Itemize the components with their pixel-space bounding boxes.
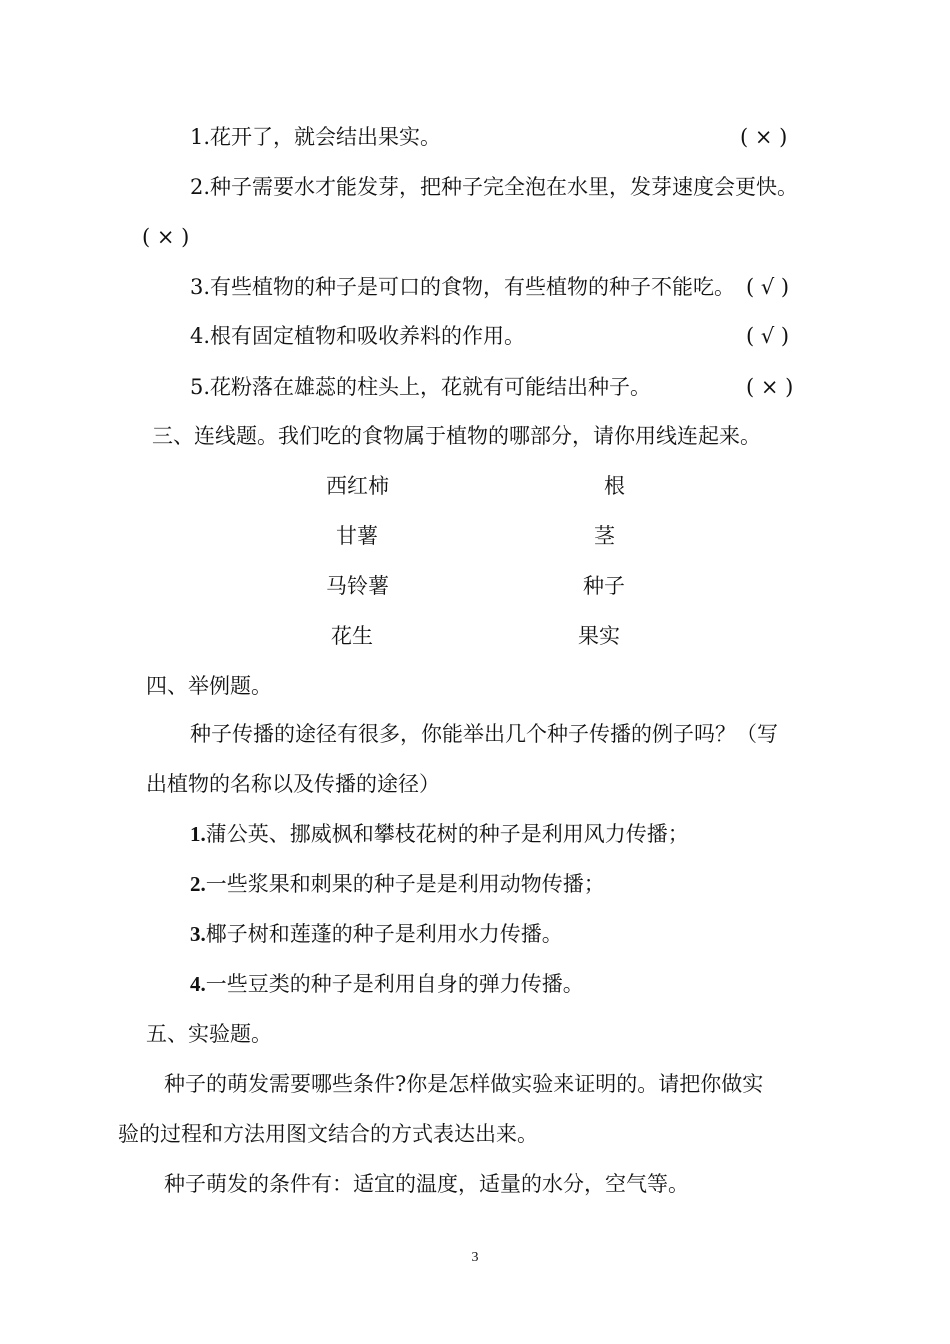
answer-number: 2. — [190, 872, 206, 896]
match-right-item: 茎 — [594, 524, 615, 548]
section4-question-line1: 种子传播的途径有很多，你能举出几个种子传播的例子吗？（写 — [190, 722, 778, 746]
tf-answer-2: ( × ) — [142, 225, 190, 249]
tf-question-3: 3.有些植物的种子是可口的食物，有些植物的种子不能吃。 — [190, 275, 736, 299]
page-number: 3 — [471, 1250, 479, 1265]
match-left-item: 西红柿 — [326, 474, 389, 498]
section4-answer-1 — [190, 820, 689, 848]
tf-question-2: 2.种子需要水才能发芽，把种子完全泡在水里，发芽速度会更快。 — [190, 175, 799, 199]
tf-question-5: 5.花粉落在雄蕊的柱头上，花就有可能结出种子。 — [190, 375, 652, 399]
answer-number: 1. — [190, 822, 206, 846]
answer-text: 椰子树和莲蓬的种子是利用水力传播。 — [205, 922, 563, 946]
answer-text: 蒲公英、挪威枫和攀枝花树的种子是利用风力传播； — [205, 822, 689, 846]
section4-answer-2 — [190, 870, 605, 898]
match-left-item: 马铃薯 — [326, 574, 389, 598]
match-left-item: 甘薯 — [336, 524, 378, 548]
tf-answer-3: ( √ ) — [746, 275, 790, 299]
section5-question-line2: 验的过程和方法用图文结合的方式表达出来。 — [118, 1122, 538, 1146]
section4-answer-3 — [190, 920, 563, 948]
section5-question-line1: 种子的萌发需要哪些条件?你是怎样做实验来证明的。请把你做实 — [164, 1072, 764, 1096]
section4-question-line2: 出植物的名称以及传播的途径） — [146, 772, 440, 796]
answer-number: 3. — [190, 922, 206, 946]
tf-answer-5: ( × ) — [746, 375, 794, 399]
answer-number: 4. — [190, 972, 206, 996]
match-right-item: 果实 — [578, 624, 620, 648]
answer-text: 一些浆果和刺果的种子是是利用动物传播； — [205, 872, 605, 896]
tf-answer-1: ( × ) — [740, 125, 788, 149]
match-right-item: 根 — [604, 474, 625, 498]
tf-question-4: 4.根有固定植物和吸收养料的作用。 — [190, 324, 526, 348]
match-left-item: 花生 — [331, 624, 373, 648]
section5-heading: 五、实验题。 — [146, 1022, 272, 1046]
tf-question-1: 1.花开了，就会结出果实。 — [190, 125, 442, 149]
match-right-item: 种子 — [583, 574, 625, 598]
section5-answer: 种子萌发的条件有：适宜的温度，适量的水分，空气等。 — [164, 1172, 689, 1196]
tf-answer-4: ( √ ) — [746, 324, 790, 348]
answer-text: 一些豆类的种子是利用自身的弹力传播。 — [205, 972, 584, 996]
section4-heading: 四、举例题。 — [146, 674, 272, 698]
section3-heading: 三、连线题。我们吃的食物属于植物的哪部分，请你用线连起来。 — [152, 424, 761, 448]
section4-answer-4 — [190, 970, 584, 998]
